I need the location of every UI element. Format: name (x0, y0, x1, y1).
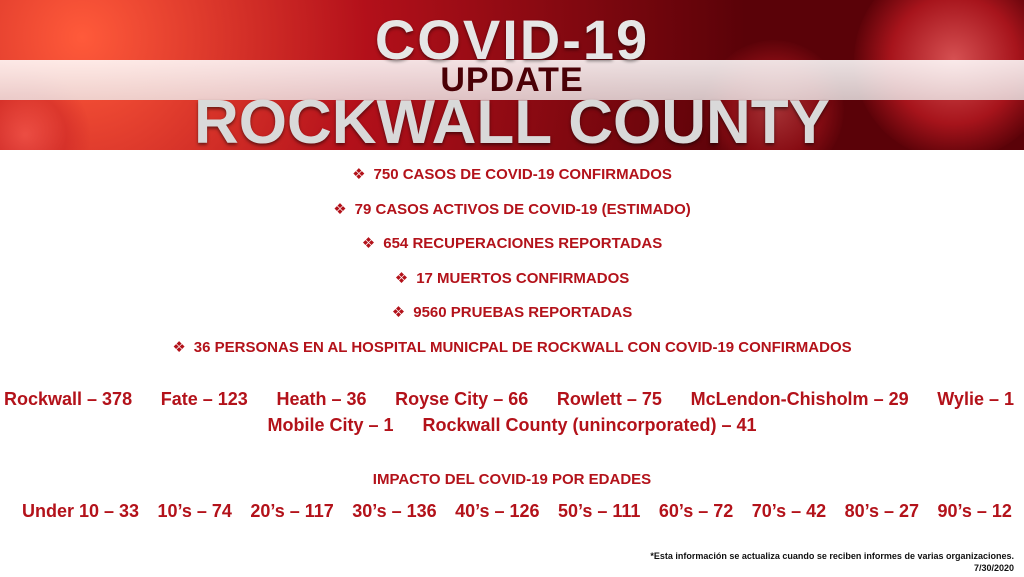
age-group: 90’s – 12 (937, 501, 1012, 521)
title-county: ROCKWALL COUNTY (193, 88, 831, 150)
diamond-bullet-icon: ❖ (361, 235, 376, 252)
stat-deaths: ❖ 17 MUERTOS CONFIRMADOS (394, 269, 630, 287)
header-banner (0, 0, 1024, 150)
footnote-date: 7/30/2020 (973, 563, 1014, 573)
diamond-bullet-icon: ❖ (172, 338, 186, 356)
diamond-bullet-icon: ❖ (394, 269, 409, 287)
stat-hospitalized: ❖ 36 PERSONAS EN AL HOSPITAL MUNICPAL DE ROCKWALL CON COVID-19 CONFIRMADOS (172, 338, 852, 356)
title-update: UPDATE (440, 61, 584, 99)
city-unincorporated: Rockwall County (unincorporated) – 41 (422, 415, 757, 435)
city-counts (0, 386, 1024, 438)
stat-recoveries: ❖ 654 RECUPERACIONES REPORTADAS (361, 235, 663, 252)
age-group: 60’s – 72 (658, 501, 734, 521)
city-mobile-city: Mobile City – 1 (267, 415, 394, 435)
city-mclendon-chisholm: McLendon-Chisholm – 29 (690, 389, 909, 409)
city-rowlett: Rowlett – 75 (556, 389, 662, 409)
stat-confirmed-cases: ❖ 750 CASOS DE COVID-19 CONFIRMADOS (352, 166, 672, 183)
age-group: 30’s – 136 (352, 501, 437, 521)
city-royse-city: Royse City – 66 (395, 389, 529, 409)
title-covid: COVID-19 (374, 8, 650, 71)
age-impact-heading: IMPACTO DEL COVID-19 POR EDADES (372, 471, 652, 488)
diamond-bullet-icon: ❖ (333, 200, 347, 218)
footnote-text: *Esta información se actualiza cuando se reciben informes de varias organizaciones. (650, 551, 1014, 561)
city-wylie: Wylie – 1 (937, 389, 1014, 409)
stat-tests: ❖ 9560 PRUEBAS REPORTADAS (391, 304, 633, 321)
age-group: Under 10 – 33 (22, 501, 140, 521)
city-rockwall: Rockwall – 378 (4, 389, 133, 409)
age-group: 40’s – 126 (455, 501, 540, 521)
age-group: 70’s – 42 (751, 501, 827, 521)
stat-active-cases: ❖ 79 CASOS ACTIVOS DE COVID-19 (ESTIMADO) (333, 200, 691, 218)
stats-list (0, 163, 1024, 370)
city-heath: Heath – 36 (276, 389, 367, 409)
diamond-bullet-icon: ❖ (391, 304, 406, 321)
age-counts (22, 499, 1012, 523)
diamond-bullet-icon: ❖ (352, 166, 366, 183)
city-row-1 (0, 386, 1024, 412)
age-group: 10’s – 74 (157, 501, 232, 521)
age-group: 80’s – 27 (844, 501, 920, 521)
city-fate: Fate – 123 (160, 389, 248, 409)
age-group: 50’s – 111 (558, 501, 641, 521)
footnote (650, 550, 1014, 574)
city-row-2 (0, 412, 1024, 438)
age-group: 20’s – 117 (250, 501, 334, 521)
